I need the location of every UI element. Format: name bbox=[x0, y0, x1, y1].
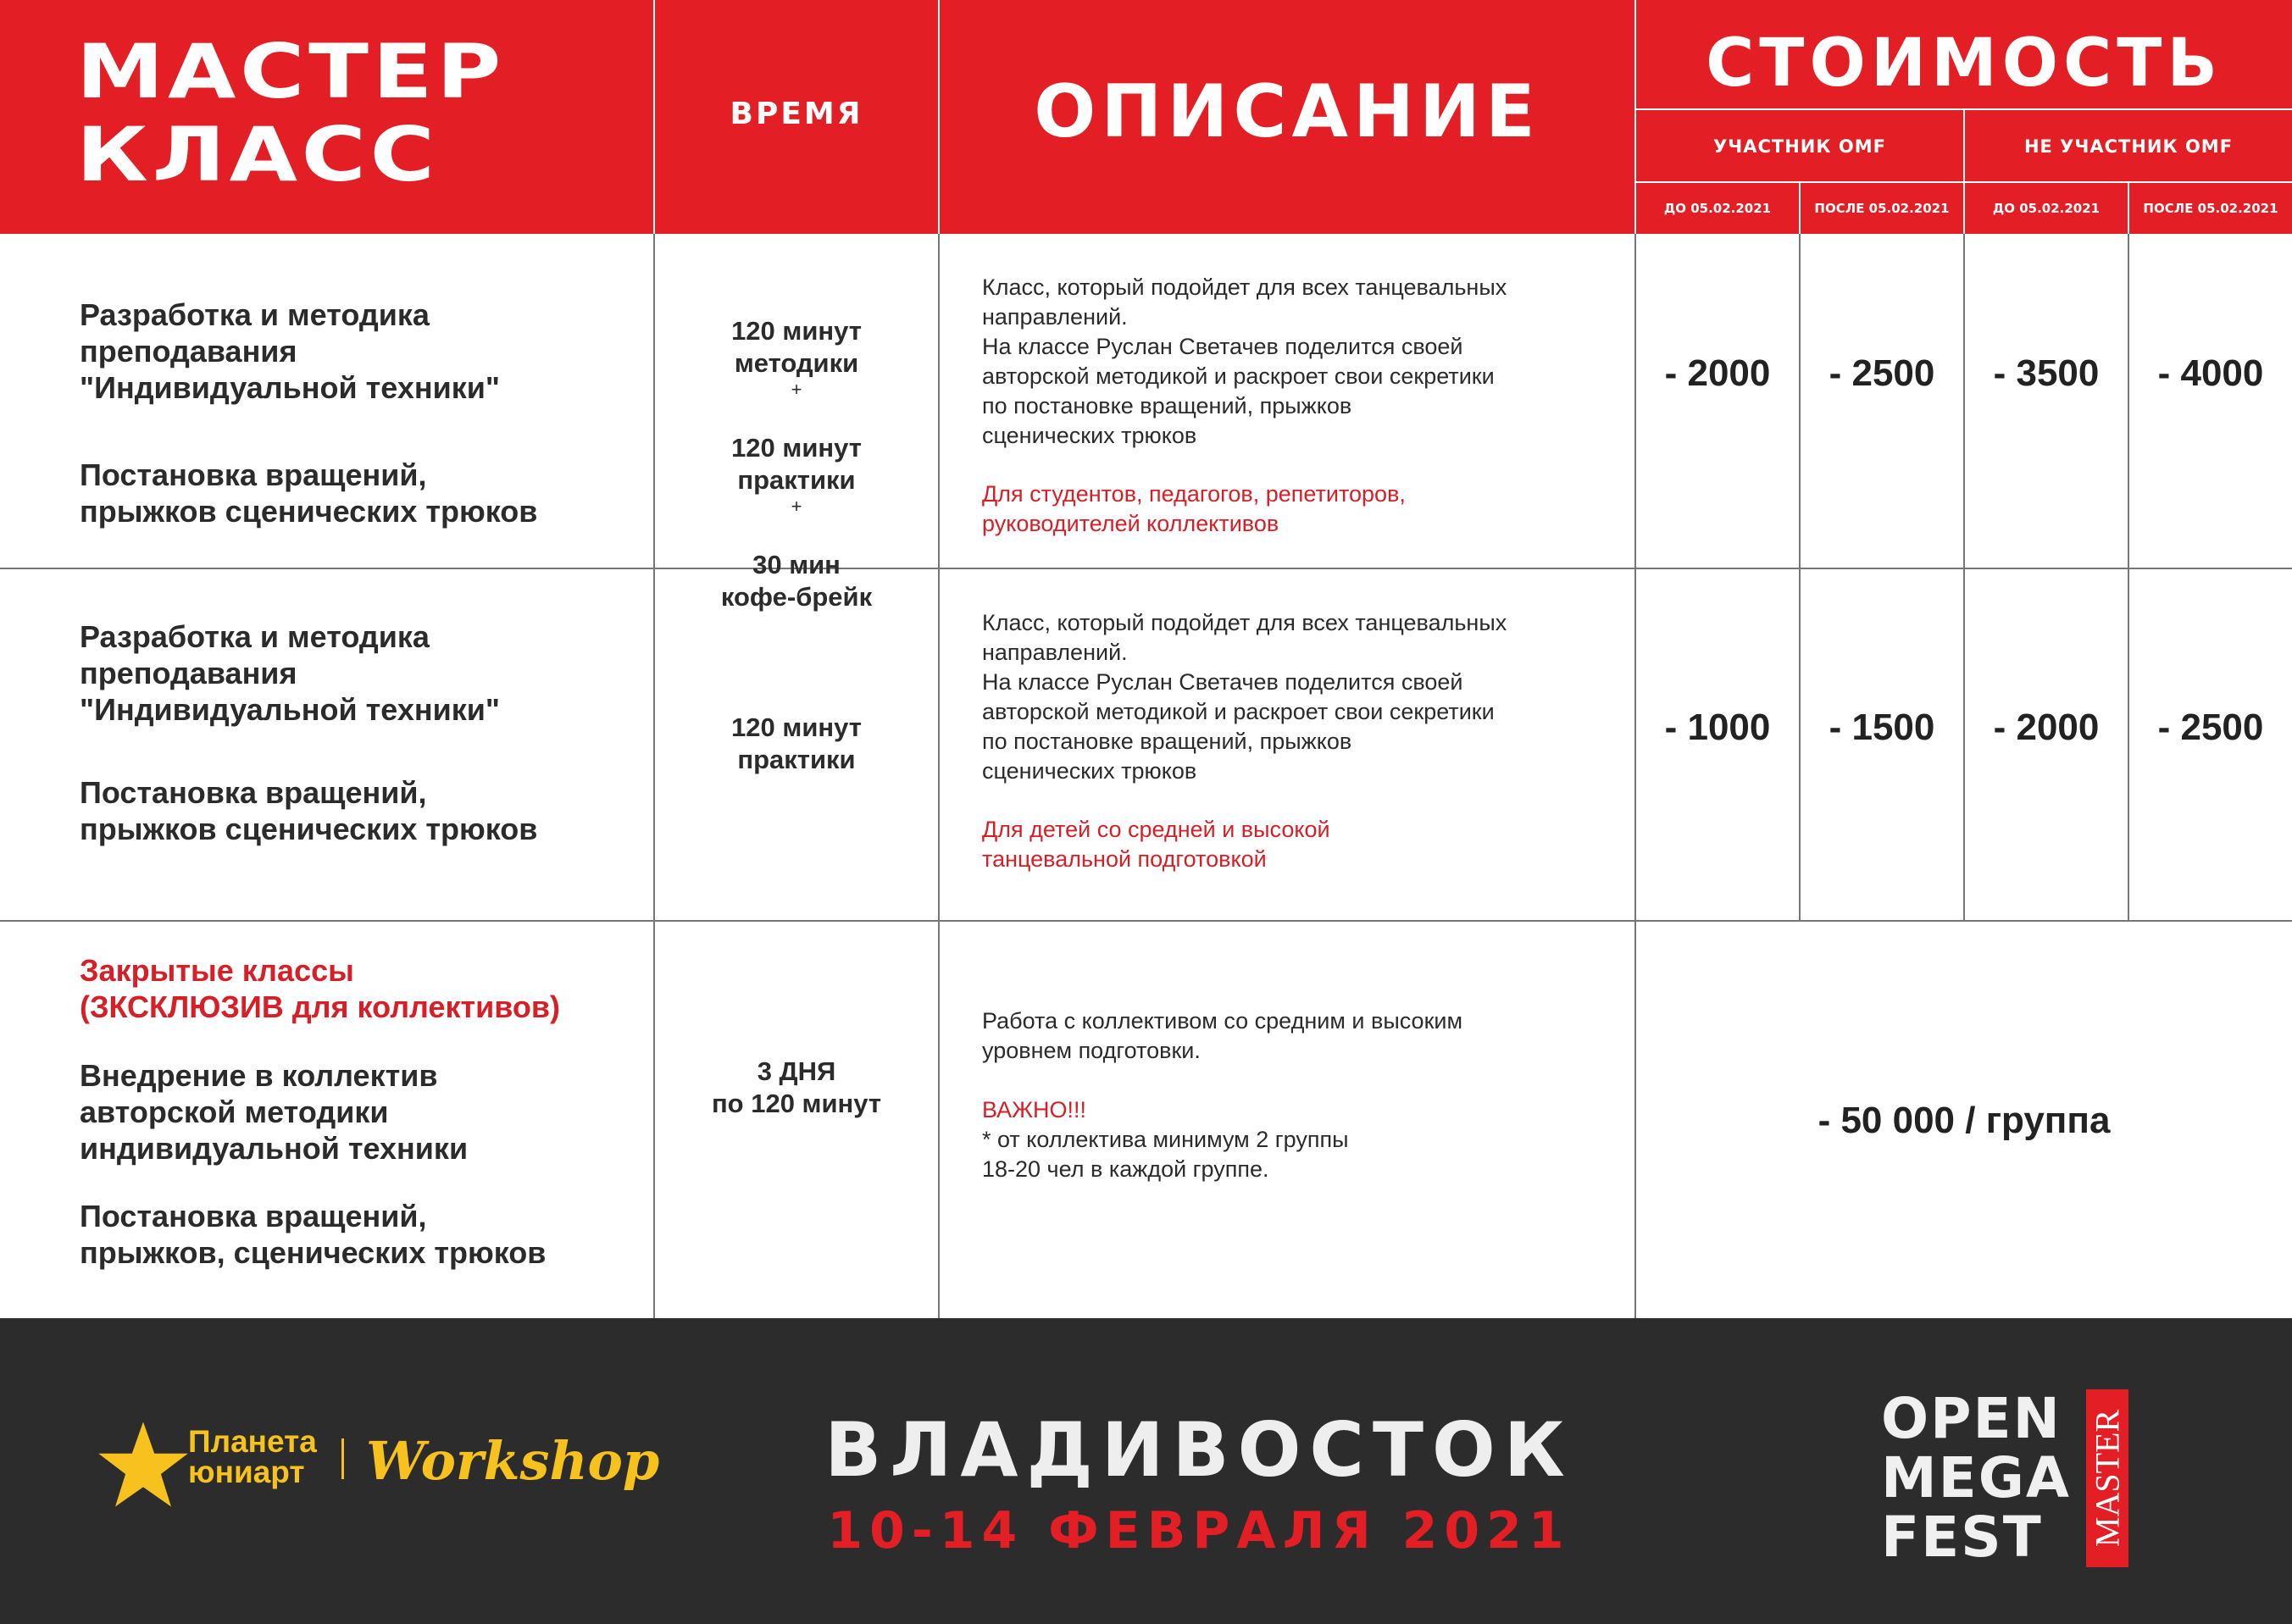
price-value: - 1000 bbox=[1664, 707, 1771, 748]
price-cell bbox=[1801, 569, 1965, 920]
time-value: 3 ДНЯ по 120 минут bbox=[711, 1056, 882, 1118]
header-non-member-after: ПОСЛЕ 05.02.2021 bbox=[2143, 201, 2278, 216]
price-value: - 2000 bbox=[1664, 352, 1771, 394]
header-description bbox=[940, 0, 1636, 234]
header-master-class bbox=[0, 0, 655, 234]
description-audience: Для студентов, педагогов, репетиторов, руководителей коллективов bbox=[982, 481, 1406, 536]
price-cell bbox=[1965, 234, 2129, 568]
omf-logo-line: FEST bbox=[1881, 1505, 2043, 1570]
omf-logo bbox=[1881, 1386, 2072, 1570]
price-cell bbox=[1801, 234, 1965, 568]
brand-divider bbox=[341, 1438, 344, 1479]
time-cell bbox=[655, 569, 940, 920]
master-class-cell bbox=[0, 569, 655, 920]
brand-planeta-logo bbox=[188, 1424, 317, 1489]
header-price bbox=[1636, 0, 2292, 234]
footer bbox=[0, 1318, 2292, 1624]
table-row bbox=[0, 569, 2292, 922]
class-title: Внедрение в коллектив авторской методики индивидуальной техники bbox=[80, 1058, 469, 1166]
price-value: - 4000 bbox=[2157, 352, 2264, 394]
price-value: - 3500 bbox=[1993, 352, 2100, 394]
time-value: 120 минут практики bbox=[731, 712, 862, 774]
time-plus: + bbox=[791, 496, 802, 517]
brand-workshop-logo: Workshop bbox=[366, 1430, 660, 1492]
time-value: 120 минут практики bbox=[731, 433, 862, 495]
description-important: ВАЖНО!!! bbox=[982, 1097, 1087, 1122]
description-audience: Для детей со средней и высокой танцевальной подготовкой bbox=[982, 817, 1330, 872]
price-cell bbox=[2129, 234, 2292, 568]
class-subtitle: Постановка вращений, прыжков, сценических трюков bbox=[80, 1199, 547, 1270]
time-plus: + bbox=[791, 379, 802, 400]
price-cell bbox=[2129, 569, 2292, 920]
header-non-member-label: НЕ УЧАСТНИК OMF bbox=[1965, 110, 2292, 183]
omf-master-badge bbox=[2086, 1389, 2128, 1567]
class-subtitle: Постановка вращений, прыжков сценических трюков bbox=[80, 775, 538, 846]
header-member-before: ДО 05.02.2021 bbox=[1636, 183, 1801, 234]
class-exclusive-title: Закрытые классы (ЗКСКЛЮЗИВ для коллективов) bbox=[80, 953, 561, 1024]
class-title: Разработка и методика преподавания "Индивидуальной техники" bbox=[80, 619, 500, 727]
omf-master-label: MASTER bbox=[2088, 1409, 2127, 1548]
header-time-label: ВРЕМЯ bbox=[730, 97, 863, 131]
price-value: - 2500 bbox=[1829, 352, 1935, 394]
price-value: - 50 000 / группа bbox=[1818, 1100, 2111, 1141]
brand-line: юниарт bbox=[188, 1455, 305, 1489]
event-dates: 10-14 ФЕВРАЛЯ 2021 bbox=[827, 1501, 1571, 1560]
header-member-after: ПОСЛЕ 05.02.2021 bbox=[1801, 183, 1965, 234]
description-requirements: * от коллектива минимум 2 группы 18-20 чел в каждой группе. bbox=[982, 1127, 1349, 1182]
price-value: - 2500 bbox=[2157, 707, 2264, 748]
price-cell bbox=[1636, 569, 1801, 920]
header-time bbox=[655, 0, 940, 234]
header-member-label: УЧАСТНИК OMF bbox=[1636, 110, 1965, 183]
description-cell bbox=[940, 569, 1636, 920]
class-subtitle: Постановка вращений, прыжков сценических трюков bbox=[80, 457, 538, 529]
table-row bbox=[0, 922, 2292, 1318]
description-text: Класс, который подойдет для всех танцевальных направлений. На классе Руслан Светачев поделится своей авторской методикой и раскроет свои секретики по постановке вращений, прыжков сценических трюков bbox=[982, 610, 1507, 784]
price-cell bbox=[1965, 569, 2129, 920]
time-value: 120 минут методики bbox=[731, 316, 862, 378]
table-header bbox=[0, 0, 2292, 234]
master-class-cell bbox=[0, 234, 655, 568]
description-cell bbox=[940, 922, 1636, 1318]
description-cell bbox=[940, 234, 1636, 568]
table-row bbox=[0, 234, 2292, 612]
price-cell bbox=[1636, 922, 2292, 1318]
description-text: Класс, который подойдет для всех танцевальных направлений. На классе Руслан Светачев поделится своей авторской методикой и раскроет свои секретики по постановке вращений, прыжков сценических трюков bbox=[982, 274, 1507, 448]
class-title: Разработка и методика преподавания "Индивидуальной техники" bbox=[80, 297, 500, 405]
header-price-label: СТОИМОСТЬ bbox=[1636, 25, 2292, 110]
price-cell bbox=[1636, 234, 1801, 568]
time-cell bbox=[655, 922, 940, 1318]
omf-logo-line: OPEN bbox=[1881, 1386, 2062, 1451]
header-non-member-before: ДО 05.02.2021 bbox=[1965, 183, 2129, 234]
price-value: - 2000 bbox=[1993, 707, 2100, 748]
omf-logo-line: MEGA bbox=[1881, 1445, 2072, 1510]
star-icon bbox=[95, 1418, 191, 1511]
event-city: ВЛАДИВОСТОК bbox=[824, 1406, 1573, 1494]
time-value: 30 мин кофе-брейк bbox=[720, 550, 873, 612]
header-master-label: МАСТЕР КЛАСС bbox=[76, 28, 506, 198]
header-description-label: ОПИСАНИЕ bbox=[1034, 69, 1540, 154]
description-text: Работа с коллективом со средним и высоким уровнем подготовки. bbox=[982, 1008, 1463, 1063]
price-value: - 1500 bbox=[1829, 707, 1935, 748]
time-cell bbox=[655, 234, 940, 612]
master-class-cell bbox=[0, 922, 655, 1318]
brand-line: Планета bbox=[188, 1424, 317, 1459]
